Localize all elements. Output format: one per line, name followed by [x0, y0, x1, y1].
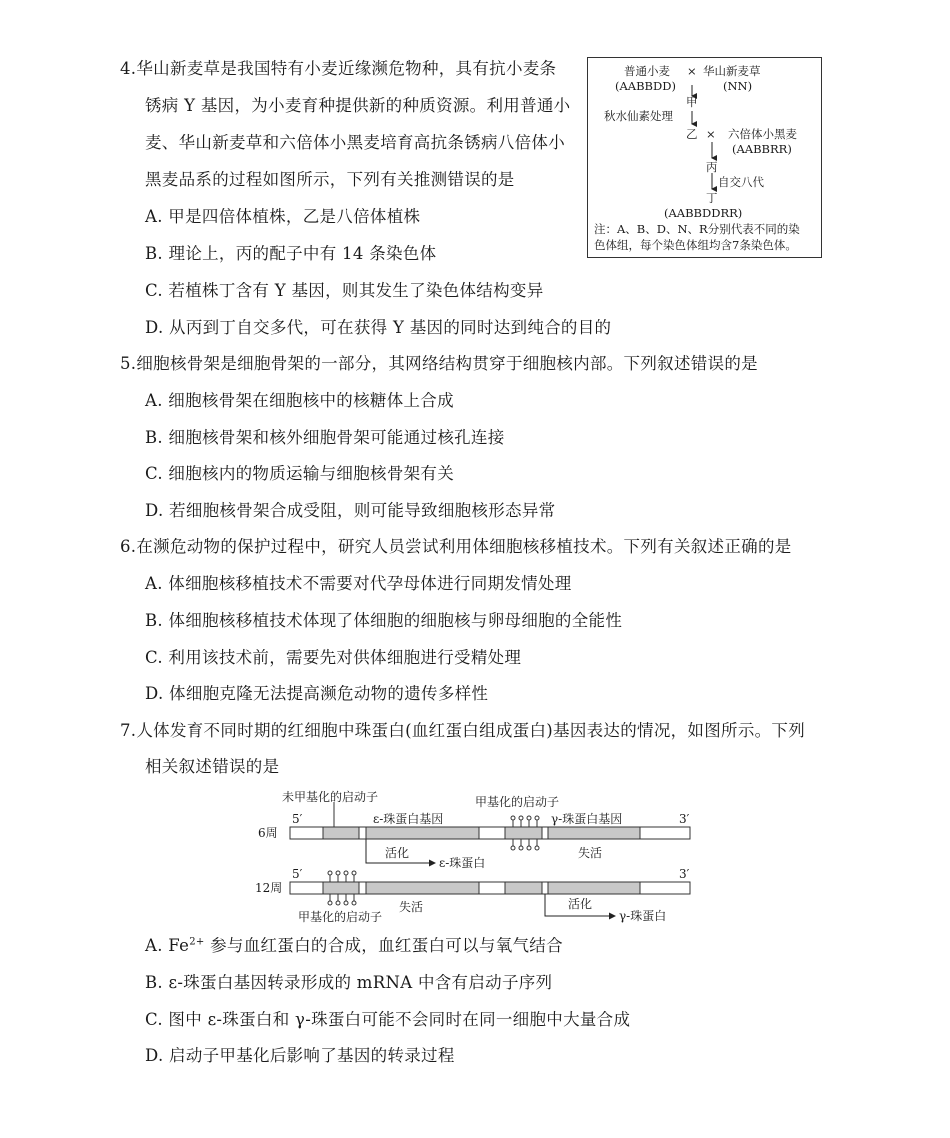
methylated-promoter-label-top: 甲基化的启动子: [475, 795, 560, 809]
jia-label: 甲: [686, 95, 698, 109]
gamma-promoter-12w: [505, 882, 542, 894]
epsilon-promoter-6w: [323, 827, 359, 839]
gamma-gene-6w: [548, 827, 640, 839]
q4-option-b: B. 理论上，丙的配子中有 14 条染色体: [145, 244, 437, 263]
five-prime-12w: 5′: [292, 867, 303, 881]
q4-number: 4.: [120, 59, 137, 78]
q5-option-d: D. 若细胞核骨架合成受阻，则可能导致细胞核形态异常: [145, 501, 556, 520]
epsilon-inactivated-label: 失活: [399, 900, 424, 914]
methylated-promoter-label-bottom: 甲基化的启动子: [298, 910, 383, 924]
q7-option-d: D. 启动子甲基化后影响了基因的转录过程: [145, 1046, 455, 1065]
epsilon-promoter-12w: [323, 882, 359, 894]
epsilon-activated-label: 活化: [385, 846, 410, 860]
q4-option-d: D. 从丙到丁自交多代，可在获得 Y 基因的同时达到纯合的目的: [145, 318, 612, 337]
q4-stem-line-3: 麦、华山新麦草和六倍体小黑麦培育高抗条锈病八倍体小: [145, 133, 565, 152]
week-6-label: 6周: [258, 826, 278, 840]
diagram-note-line-2: 色体组，每个染色体组均含7条染色体。: [594, 238, 797, 252]
q6-option-b: B. 体细胞核移植技术体现了体细胞的细胞核与卵母细胞的全能性: [145, 611, 623, 630]
diagram-note-line-1: 注：A、B、D、N、R分别代表不同的染: [594, 222, 800, 236]
q5-number: 5.: [120, 354, 137, 373]
q7-number: 7.: [120, 721, 137, 740]
colchicine-treatment: 秋水仙素处理: [604, 109, 673, 123]
q4-option-a: A. 甲是四倍体植株，乙是八倍体植株: [145, 207, 421, 226]
q7-option-a: A. $Fe^{2+}$ 参与血红蛋白的合成，血红蛋白可以与氧气结合: [145, 936, 563, 955]
q6-option-a: A. 体细胞核移植技术不需要对代孕母体进行同期发情处理: [145, 574, 572, 593]
gamma-gene-label: γ-珠蛋白基因: [551, 812, 623, 826]
q4-stem-line-2: 锈病 Y 基因，为小麦育种提供新的种质资源。利用普通小: [145, 96, 571, 115]
q6-number: 6.: [120, 537, 137, 556]
triticale-genome: (AABBRR): [732, 142, 792, 156]
ding-label: 丁: [706, 191, 718, 205]
gamma-promoter-6w: [505, 827, 542, 839]
q5-stem: 5.细胞核骨架是细胞骨架的一部分，其网络结构贯穿于细胞核内部。下列叙述错误的是: [120, 354, 758, 373]
selfing-label: 自交八代: [718, 175, 764, 189]
epsilon-gene-label: ε-珠蛋白基因: [373, 812, 444, 826]
q5-option-b: B. 细胞核骨架和核外细胞骨架可能通过核孔连接: [145, 428, 505, 447]
q7-stem-line-1: 7.人体发育不同时期的红细胞中珠蛋白(血红蛋白组成蛋白)基因表达的情况，如图所示。下列: [120, 721, 806, 740]
unmethylated-promoter-label: 未甲基化的启动子: [282, 790, 379, 804]
q5-option-a: A. 细胞核骨架在细胞核中的核糖体上合成: [145, 391, 454, 410]
globin-gene-diagram: [255, 790, 700, 926]
q6-stem: 6.在濒危动物的保护过程中，研究人员尝试利用体细胞核移植技术。下列有关叙述正确的是: [120, 537, 792, 556]
week-12-label: 12周: [255, 881, 283, 895]
q7-option-b: B. ε-珠蛋白基因转录形成的 mRNA 中含有启动子序列: [145, 973, 553, 992]
grass-label: 华山新麦草: [703, 64, 761, 78]
q4-stem-line-1: 4.华山新麦草是我国特有小麦近缘濒危物种，具有抗小麦条: [120, 59, 557, 78]
q6-option-c: C. 利用该技术前，需要先对供体细胞进行受精处理: [145, 648, 522, 667]
breeding-diagram: [587, 57, 822, 258]
cross-symbol-2: ×: [706, 127, 716, 141]
wheat-label: 普通小麦: [624, 64, 670, 78]
five-prime-6w: 5′: [292, 812, 303, 826]
q4-option-c: C. 若植株丁含有 Y 基因，则其发生了染色体结构变异: [145, 281, 544, 300]
grass-genome: (NN): [723, 79, 753, 93]
q7-stem-line-2: 相关叙述错误的是: [145, 757, 280, 776]
wheat-genome: (AABBDD): [615, 79, 676, 93]
triticale-label: 六倍体小黑麦: [728, 127, 797, 141]
q5-option-c: C. 细胞核内的物质运输与细胞核骨架有关: [145, 464, 455, 483]
gamma-inactivated-label: 失活: [578, 846, 603, 860]
q4-stem-line-4: 黑麦品系的过程如图所示，下列有关推测错误的是: [145, 170, 515, 189]
q6-option-d: D. 体细胞克隆无法提高濒危动物的遗传多样性: [145, 684, 489, 703]
gamma-protein-label: γ-珠蛋白: [619, 909, 667, 923]
q7-option-c: C. 图中 ε-珠蛋白和 γ-珠蛋白可能不会同时在同一细胞中大量合成: [145, 1010, 631, 1029]
yi-label: 乙: [686, 127, 698, 141]
ding-genome: (AABBDDRR): [664, 206, 743, 220]
gamma-activated-label: 活化: [568, 897, 593, 911]
epsilon-gene-6w: [366, 827, 479, 839]
epsilon-gene-12w: [366, 882, 479, 894]
epsilon-protein-label: ε-珠蛋白: [439, 856, 486, 870]
gamma-gene-12w: [548, 882, 640, 894]
bing-label: 丙: [706, 160, 718, 174]
three-prime-12w: 3′: [679, 867, 690, 881]
three-prime-6w: 3′: [679, 812, 690, 826]
cross-symbol-1: ×: [687, 64, 697, 78]
